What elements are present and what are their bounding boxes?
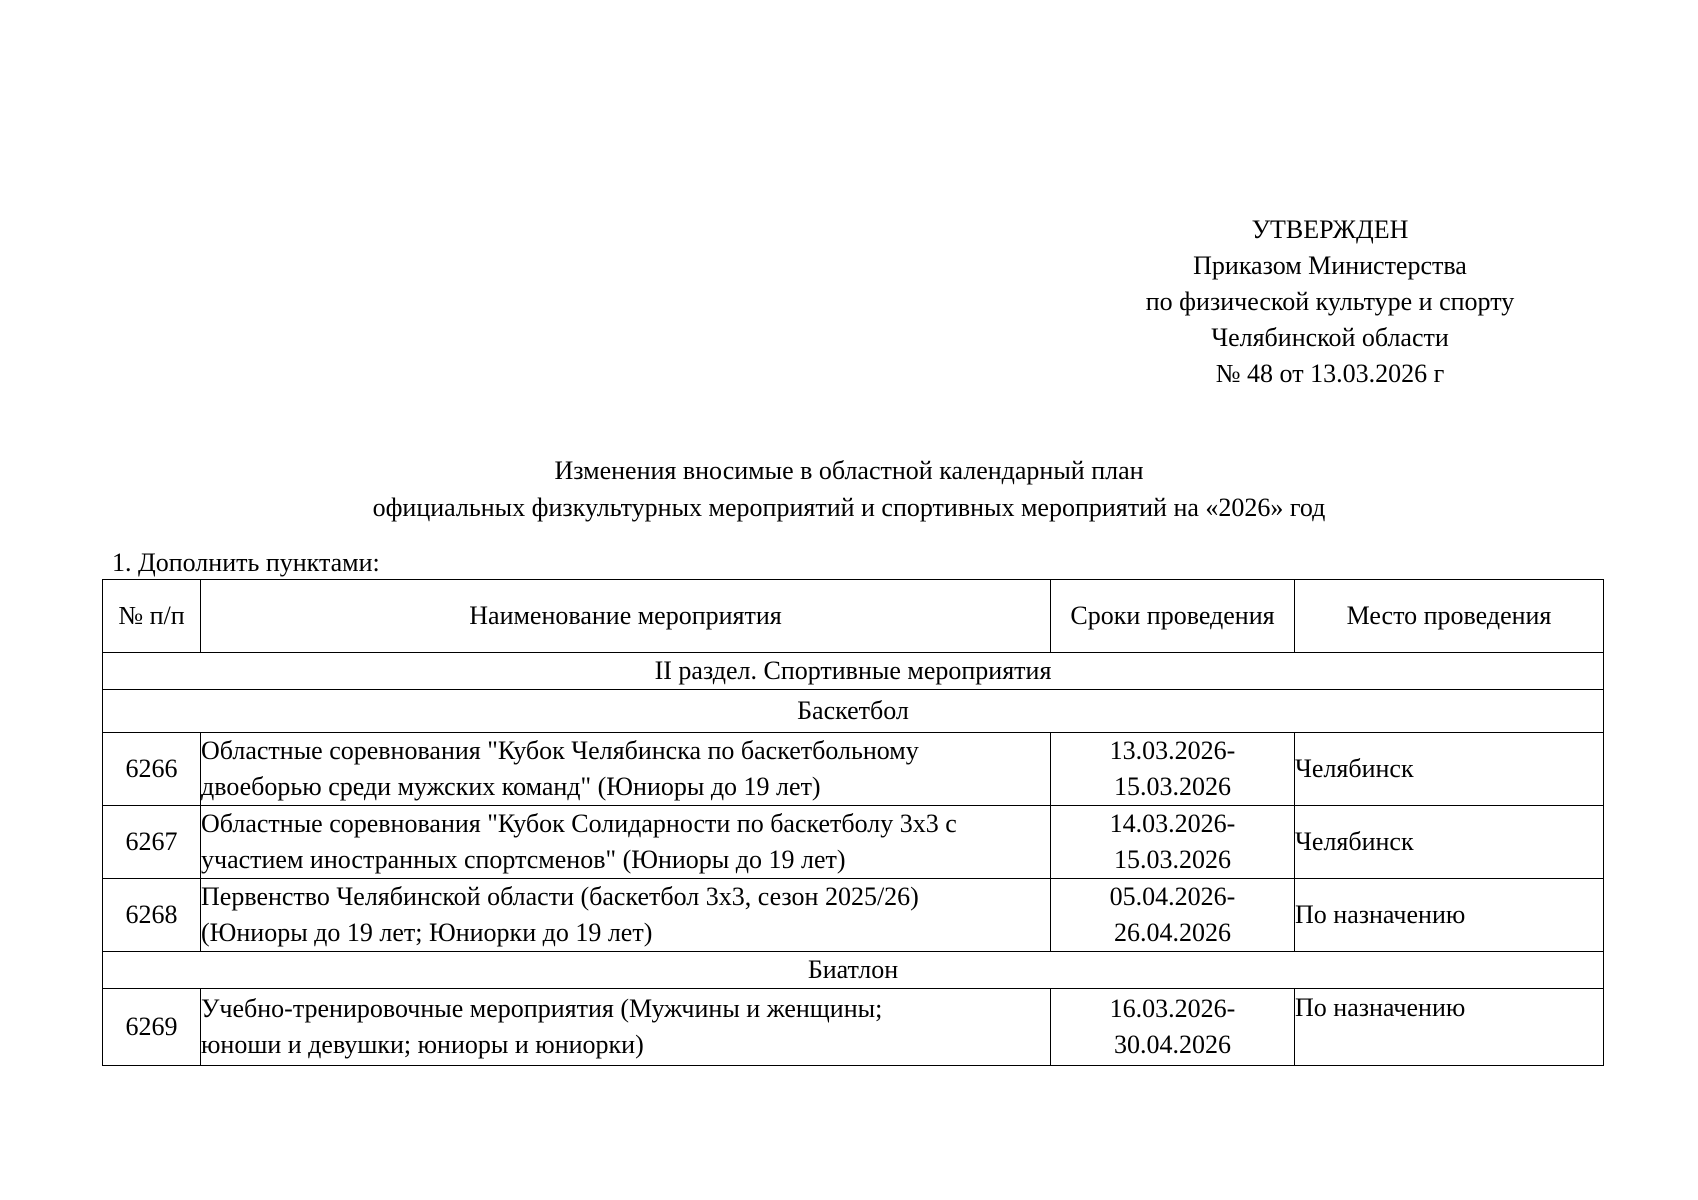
table-row (103, 989, 1604, 1066)
event-date-end: 15.03.2026 (1114, 845, 1231, 874)
header-place: Место проведения (1295, 580, 1604, 653)
event-name-line: Учебно-тренировочные мероприятия (Мужчины и женщины; (201, 994, 883, 1023)
title-line-1: Изменения вносимые в областной календарный план (554, 456, 1144, 485)
event-dates (1051, 989, 1295, 1066)
sport-row-biathlon (103, 952, 1604, 989)
approval-title: УТВЕРЖДЕН (1251, 215, 1409, 244)
header-num: № п/п (103, 580, 201, 653)
approval-number-date: № 48 от 13.03.2026 г (1215, 359, 1445, 388)
event-date-start: 13.03.2026- (1109, 736, 1236, 765)
approval-ministry-line: по физической культуре и спорту (1145, 287, 1515, 316)
section-row (103, 653, 1604, 690)
approval-order-line: Приказом Министерства (1193, 251, 1467, 280)
event-name-line: (Юниоры до 19 лет; Юниорки до 19 лет) (201, 918, 653, 947)
title-line-2: официальных физкультурных мероприятий и спортивных мероприятий на «2026» год (372, 493, 1326, 522)
event-name-line: юноши и девушки; юниоры и юниорки) (201, 1030, 644, 1059)
event-number: 6269 (103, 989, 201, 1066)
approval-region-line: Челябинской области (1211, 323, 1449, 352)
event-dates (1051, 806, 1295, 879)
event-date-end: 26.04.2026 (1114, 918, 1231, 947)
table-header-row (103, 580, 1604, 653)
event-date-start: 05.04.2026- (1109, 882, 1236, 911)
event-date-start: 16.03.2026- (1109, 994, 1236, 1023)
events-table (102, 579, 1604, 1066)
event-name (201, 806, 1051, 879)
event-dates (1051, 879, 1295, 952)
event-place: По назначению (1295, 989, 1604, 1066)
event-place: Челябинск (1295, 733, 1604, 806)
event-date-end: 30.04.2026 (1114, 1030, 1231, 1059)
sport-row-basketball (103, 690, 1604, 733)
header-name: Наименование мероприятия (201, 580, 1051, 653)
supplement-label: 1. Дополнить пунктами: (112, 548, 380, 577)
event-dates (1051, 733, 1295, 806)
event-place: По назначению (1295, 879, 1604, 952)
sport-title: Биатлон (103, 952, 1604, 989)
table-row (103, 879, 1604, 952)
event-name-line: Областные соревнования "Кубок Челябинска по баскетбольному (201, 736, 919, 765)
event-date-start: 14.03.2026- (1109, 809, 1236, 838)
event-name-line: участием иностранных спортсменов" (Юниоры до 19 лет) (201, 845, 846, 874)
event-name-line: Областные соревнования "Кубок Солидарности по баскетболу 3х3 с (201, 809, 957, 838)
event-number: 6266 (103, 733, 201, 806)
table-row (103, 733, 1604, 806)
event-name (201, 733, 1051, 806)
header-dates: Сроки проведения (1051, 580, 1295, 653)
document-title (0, 452, 1698, 526)
event-number: 6267 (103, 806, 201, 879)
event-number: 6268 (103, 879, 201, 952)
table-row (103, 806, 1604, 879)
section-title: II раздел. Спортивные мероприятия (103, 653, 1604, 690)
event-name-line: двоеборью среди мужских команд" (Юниоры до 19 лет) (201, 772, 821, 801)
event-name (201, 989, 1051, 1066)
event-place: Челябинск (1295, 806, 1604, 879)
event-name (201, 879, 1051, 952)
approval-block (1110, 212, 1550, 392)
sport-title: Баскетбол (103, 690, 1604, 733)
event-date-end: 15.03.2026 (1114, 772, 1231, 801)
event-name-line: Первенство Челябинской области (баскетбол 3х3, сезон 2025/26) (201, 882, 919, 911)
